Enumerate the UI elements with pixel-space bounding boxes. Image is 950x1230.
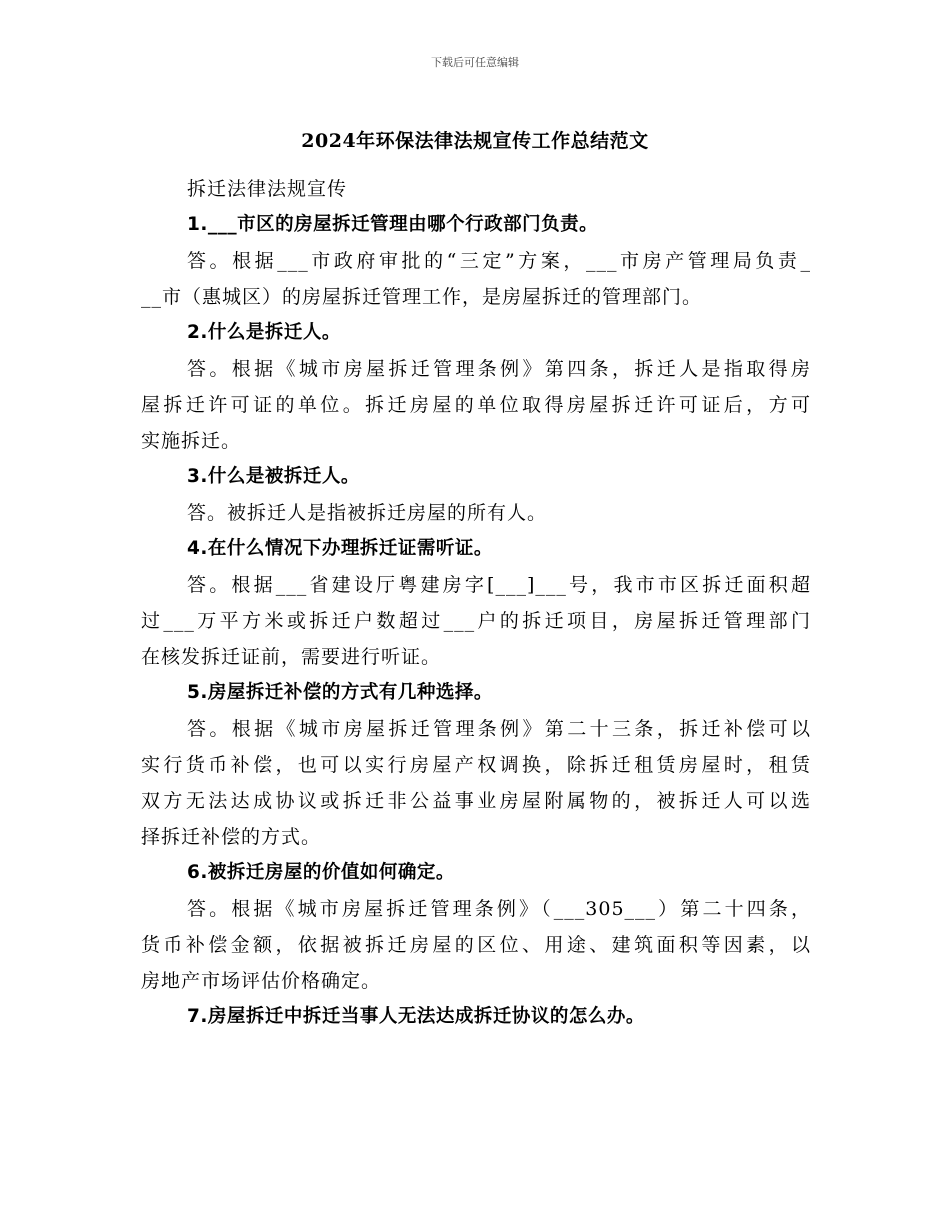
- question-heading: 5.房屋拆迁补偿的方式有几种选择。: [187, 682, 493, 703]
- body-text-line: 过___万平方米或拆迁户数超过___户的拆迁项目，房屋拆迁管理部门: [141, 610, 811, 632]
- body-text-line: 答。根据《城市房屋拆迁管理条例》第二十三条，拆迁补偿可以: [187, 718, 811, 740]
- question-heading: 3.什么是被拆迁人。: [187, 466, 360, 487]
- body-text-line: 实行货币补偿，也可以实行房屋产权调换，除拆迁租赁房屋时，租赁: [141, 754, 811, 776]
- document-body: [141, 171, 811, 1035]
- body-text-line: 房地产市场评估价格确定。: [141, 970, 382, 992]
- body-text-line: 答。被拆迁人是指被拆迁房屋的所有人。: [187, 502, 548, 524]
- body-text-line: 答。根据《城市房屋拆迁管理条例》（___305___）第二十四条，: [187, 898, 811, 920]
- question-heading: 2.什么是拆迁人。: [187, 322, 341, 343]
- document-title: 2024年环保法律法规宣传工作总结范文: [301, 130, 649, 152]
- body-text-line: 择拆迁补偿的方式。: [141, 826, 322, 848]
- body-text-line: 屋拆迁许可证的单位。拆迁房屋的单位取得房屋拆迁许可证后，方可: [141, 394, 811, 416]
- body-text-line: 答。根据___省建设厅粤建房字[___]___号，我市市区拆迁面积超: [187, 574, 811, 596]
- body-text-line: 在核发拆迁证前，需要进行听证。: [141, 646, 442, 668]
- body-text-line: 实施拆迁。: [141, 430, 242, 452]
- body-text-line: 货币补偿金额，依据被拆迁房屋的区位、用途、建筑面积等因素，以: [141, 934, 811, 956]
- header-note: 下载后可任意编辑: [431, 56, 519, 69]
- body-text-line: 答。根据___市政府审批的“三定”方案，___市房产管理局负责_: [187, 250, 811, 272]
- body-text-line: 答。根据《城市房屋拆迁管理条例》第四条，拆迁人是指取得房: [187, 358, 811, 380]
- question-heading: 6.被拆迁房屋的价值如何确定。: [187, 862, 455, 883]
- question-heading: 7.房屋拆迁中拆迁当事人无法达成拆迁协议的怎么办。: [187, 1006, 645, 1027]
- body-text-line: 拆迁法律法规宣传: [187, 178, 348, 200]
- question-heading: 4.在什么情况下办理拆迁证需听证。: [187, 538, 493, 559]
- body-text-line: 双方无法达成协议或拆迁非公益事业房屋附属物的，被拆迁人可以选: [141, 790, 811, 812]
- body-text-line: __市（惠城区）的房屋拆迁管理工作，是房屋拆迁的管理部门。: [141, 286, 703, 308]
- question-heading: 1.___市区的房屋拆迁管理由哪个行政部门负责。: [187, 214, 599, 235]
